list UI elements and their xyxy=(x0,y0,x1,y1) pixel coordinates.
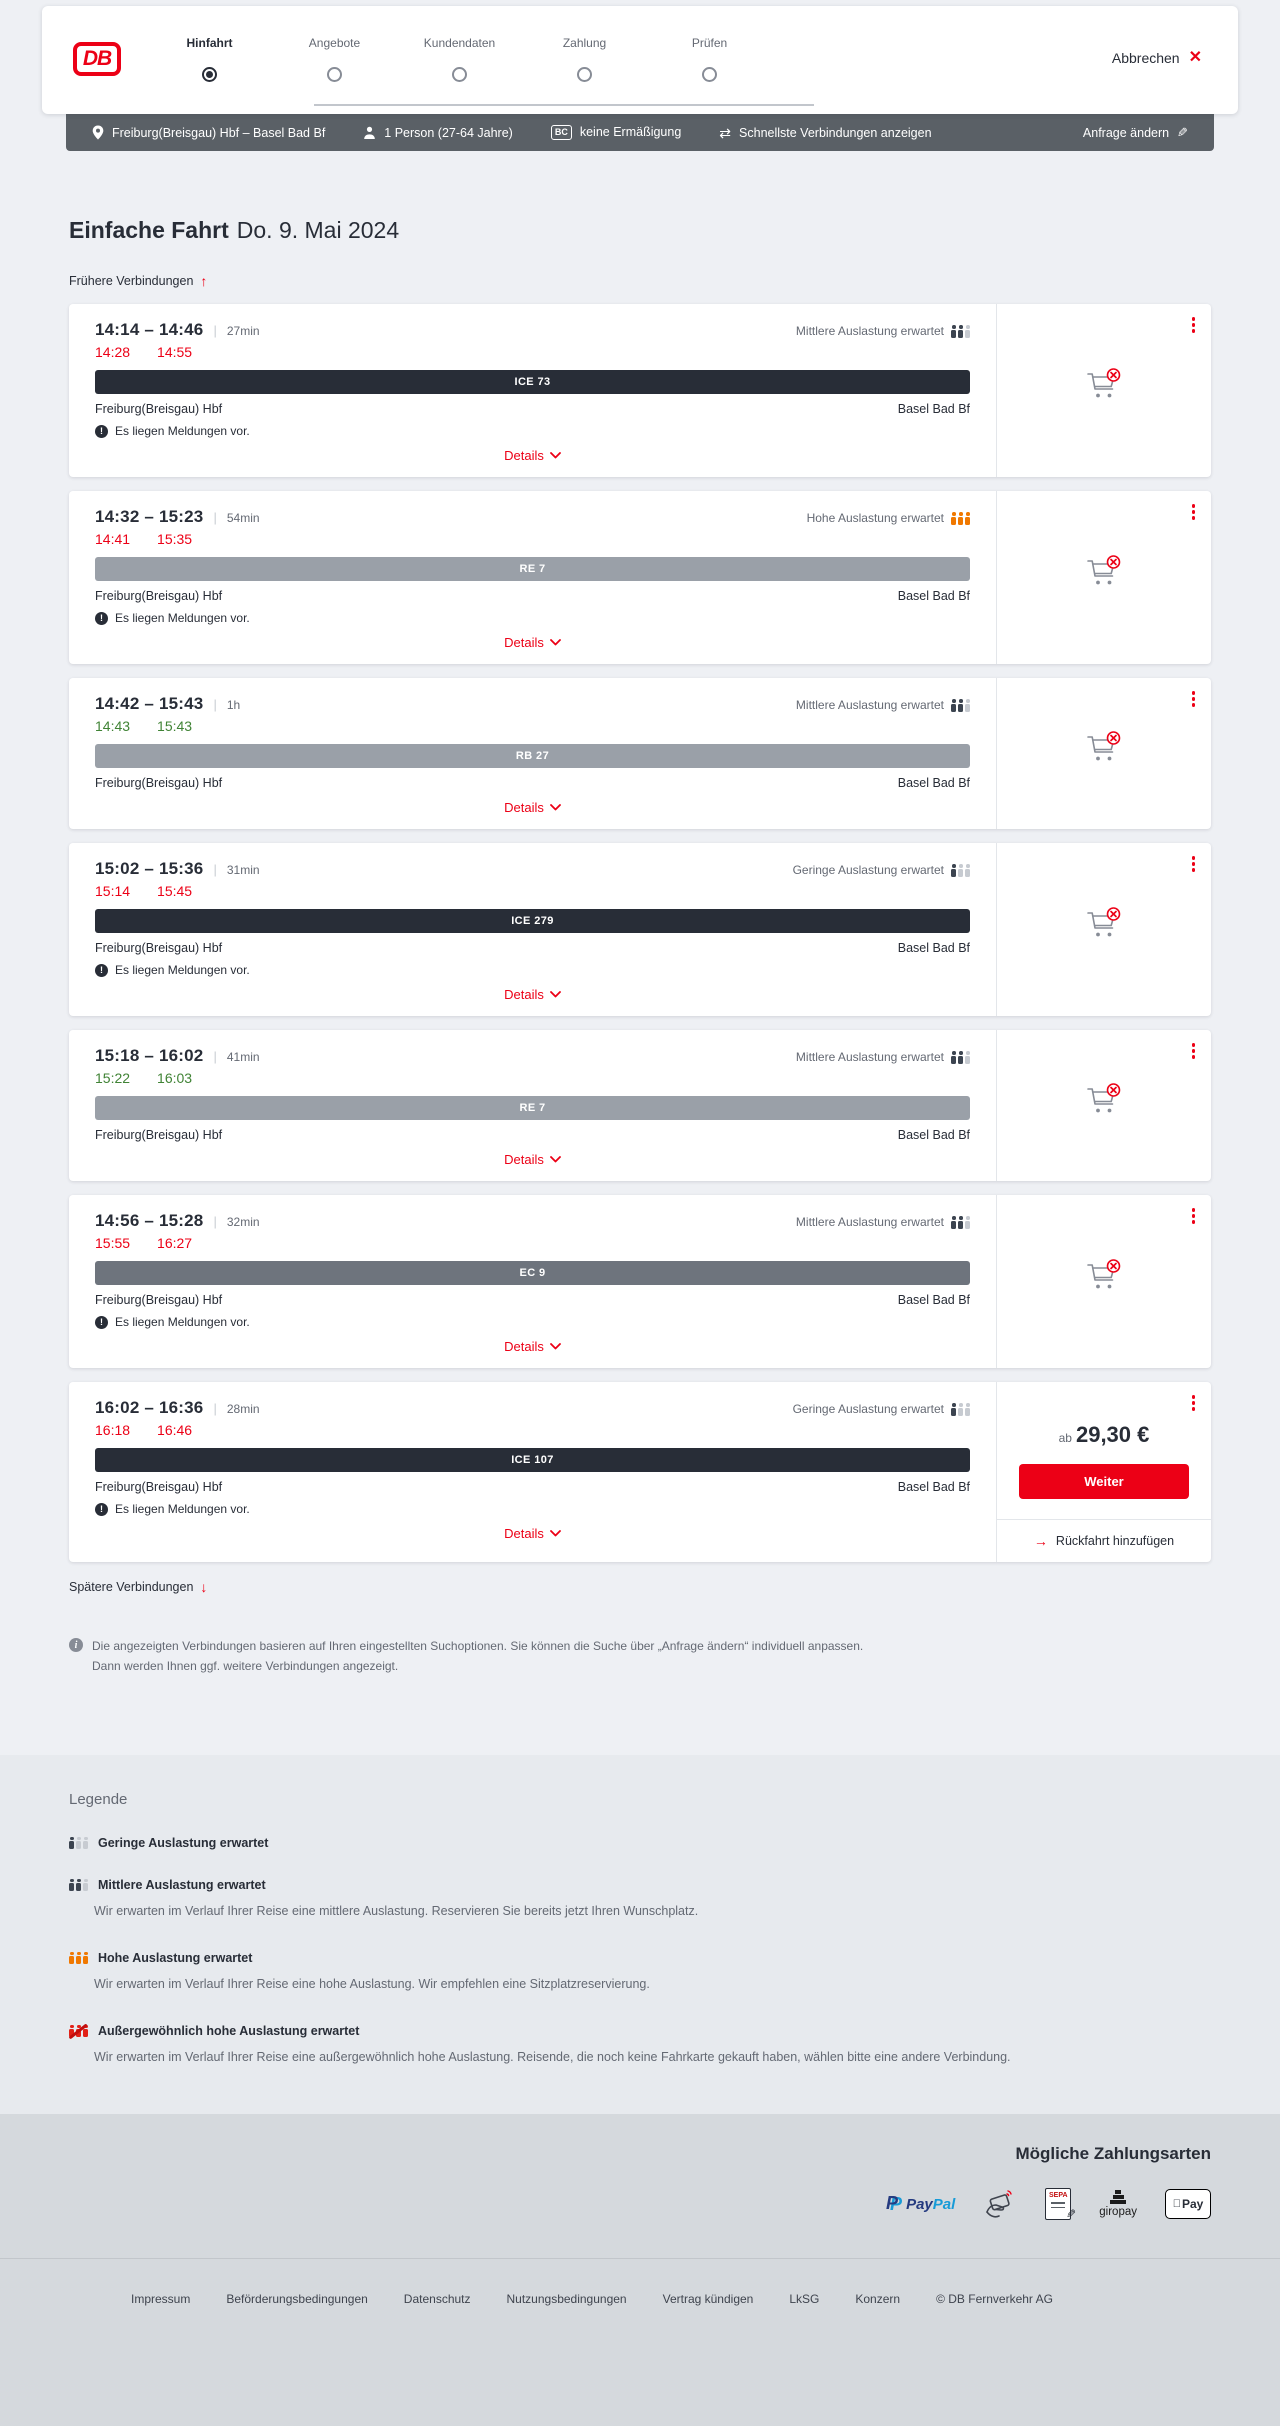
step-dot-icon xyxy=(452,67,467,82)
occupancy-label: Mittlere Auslastung erwartet xyxy=(795,698,944,712)
details-label: Details xyxy=(504,1526,544,1541)
train-badge: EC 9 xyxy=(95,1261,970,1285)
legend-item xyxy=(69,2024,1211,2069)
connection-card xyxy=(69,304,1211,477)
realtime-times xyxy=(95,344,970,360)
divider xyxy=(997,1519,1211,1520)
occupancy-indicator xyxy=(796,324,970,338)
connection-card xyxy=(69,1382,1211,1562)
occupancy-persons-icon xyxy=(69,2024,88,2037)
more-options-button[interactable] xyxy=(1189,501,1199,523)
footer-link[interactable]: Konzern xyxy=(855,2292,901,2307)
realtime-departure: 15:22 xyxy=(95,1070,131,1086)
destination-station: Basel Bad Bf xyxy=(897,1293,970,1307)
more-options-button[interactable] xyxy=(1189,688,1199,710)
messages-note xyxy=(95,1315,970,1329)
step-label: Prüfen xyxy=(691,36,728,50)
connection-card xyxy=(69,491,1211,664)
credit-card-icon xyxy=(983,2188,1017,2220)
swap-arrows-icon: ⇄ xyxy=(719,124,732,141)
step-dot-icon xyxy=(577,67,592,82)
details-toggle[interactable] xyxy=(504,987,561,1002)
realtime-arrival: 15:43 xyxy=(157,718,193,734)
details-label: Details xyxy=(504,1152,544,1167)
chevron-down-icon xyxy=(550,1156,561,1163)
giropay-mark xyxy=(1110,2190,1126,2204)
divider: | xyxy=(213,697,217,712)
details-label: Details xyxy=(504,1339,544,1354)
past-connection-info xyxy=(1024,505,1184,650)
sepa-icon: SEPA ✎ xyxy=(1045,2188,1071,2220)
realtime-times xyxy=(95,718,970,734)
step-label: Kundendaten xyxy=(423,36,496,50)
connection-details xyxy=(69,304,996,477)
occupancy-label: Mittlere Auslastung erwartet xyxy=(795,324,944,338)
occupancy-persons-icon xyxy=(951,512,970,525)
occupancy-persons-icon xyxy=(951,864,970,877)
add-return-trip-label: Rückfahrt hinzufügen xyxy=(1055,1534,1175,1548)
info-icon: i xyxy=(69,1638,83,1652)
realtime-arrival: 16:03 xyxy=(157,1070,193,1086)
booking-panel xyxy=(996,843,1211,1016)
realtime-arrival: 14:55 xyxy=(157,344,193,360)
chevron-down-icon xyxy=(550,1530,561,1537)
more-options-button[interactable] xyxy=(1189,314,1199,336)
cancel-button[interactable] xyxy=(1112,50,1202,66)
messages-note xyxy=(95,611,970,625)
occupancy-label: Geringe Auslastung erwartet xyxy=(792,863,944,877)
past-connection-info xyxy=(1024,1044,1184,1167)
sepa-pencil-icon: ✎ xyxy=(1066,2207,1077,2222)
connection-details xyxy=(69,491,996,664)
results-main xyxy=(69,151,1211,1755)
messages-text: Es liegen Meldungen vor. xyxy=(115,1315,250,1329)
alert-icon: ! xyxy=(95,425,108,438)
earlier-connections-label: Frühere Verbindungen xyxy=(69,274,194,288)
more-options-button[interactable] xyxy=(1189,853,1199,875)
connection-card xyxy=(69,1030,1211,1181)
messages-note xyxy=(95,1502,970,1516)
travel-date: Do. 9. Mai 2024 xyxy=(236,217,400,243)
past-connection-info xyxy=(1024,318,1184,463)
occupancy-persons-icon xyxy=(951,1216,970,1229)
messages-text: Es liegen Meldungen vor. xyxy=(115,611,250,625)
location-pin-icon xyxy=(92,125,104,140)
chevron-down-icon xyxy=(550,639,561,646)
duration: 32min xyxy=(226,1215,260,1229)
duration: 41min xyxy=(226,1050,260,1064)
payment-title: Mögliche Zahlungsarten xyxy=(1015,2144,1211,2164)
chevron-down-icon xyxy=(550,452,561,459)
planned-times: 14:32 – 15:23 xyxy=(95,507,204,526)
origin-station: Freiburg(Breisgau) Hbf xyxy=(95,402,223,416)
details-toggle[interactable] xyxy=(504,1339,561,1354)
price-value: 29,30 € xyxy=(1075,1422,1150,1447)
step-label: Hinfahrt xyxy=(186,36,233,50)
more-options-button[interactable] xyxy=(1189,1392,1199,1414)
planned-times: 15:18 – 16:02 xyxy=(95,1046,204,1065)
legend-label: Hohe Auslastung erwartet xyxy=(98,1950,253,1965)
top-navigation-bar xyxy=(42,6,1238,114)
edit-search-label: Anfrage ändern xyxy=(1082,125,1170,140)
alert-icon: ! xyxy=(95,612,108,625)
passenger-text: 1 Person (27-64 Jahre) xyxy=(384,125,513,140)
realtime-arrival: 16:46 xyxy=(157,1422,193,1438)
occupancy-indicator xyxy=(793,1402,970,1416)
footer-link[interactable]: Vertrag kündigen xyxy=(662,2292,754,2307)
cart-unavailable-icon xyxy=(1085,906,1123,942)
messages-note xyxy=(95,424,970,438)
divider: | xyxy=(213,323,217,338)
realtime-departure: 16:18 xyxy=(95,1422,131,1438)
planned-times: 15:02 – 15:36 xyxy=(95,859,204,878)
messages-text: Es liegen Meldungen vor. xyxy=(115,1502,250,1516)
connection-details xyxy=(69,678,996,829)
legend-label: Geringe Auslastung erwartet xyxy=(98,1835,269,1850)
realtime-departure: 15:55 xyxy=(95,1235,131,1251)
more-options-button[interactable] xyxy=(1189,1205,1199,1227)
payment-icons xyxy=(69,2188,1211,2220)
trip-type-title: Einfache Fahrt xyxy=(69,217,229,243)
occupancy-indicator xyxy=(796,1215,970,1229)
details-toggle[interactable] xyxy=(504,635,561,650)
footer xyxy=(0,2258,1280,2426)
footer-link[interactable]: Nutzungsbedingungen xyxy=(506,2292,627,2307)
step-dot-icon xyxy=(702,67,717,82)
alert-icon: ! xyxy=(95,1503,108,1516)
destination-station: Basel Bad Bf xyxy=(897,1128,970,1142)
details-toggle[interactable] xyxy=(504,448,561,463)
connection-card xyxy=(69,678,1211,829)
booking-panel xyxy=(996,1382,1211,1562)
connection-card xyxy=(69,843,1211,1016)
planned-times: 14:56 – 15:28 xyxy=(95,1211,204,1230)
booking-panel xyxy=(996,678,1211,829)
realtime-times xyxy=(95,1422,970,1438)
arrow-right-icon: → xyxy=(1033,1533,1048,1549)
later-connections-link[interactable] xyxy=(69,1580,207,1594)
past-connection-info xyxy=(1024,857,1184,1002)
occupancy-persons-icon xyxy=(951,1403,970,1416)
details-label: Details xyxy=(504,800,544,815)
train-badge: RE 7 xyxy=(95,557,970,581)
later-connections-label: Spätere Verbindungen xyxy=(69,1580,194,1594)
fastest-connections-toggle[interactable] xyxy=(719,126,931,140)
details-toggle[interactable] xyxy=(504,1152,561,1167)
earlier-connections-link[interactable] xyxy=(69,274,207,288)
planned-times: 14:42 – 15:43 xyxy=(95,694,204,713)
more-options-button[interactable] xyxy=(1189,1040,1199,1062)
legend-description: Wir erwarten im Verlauf Ihrer Reise eine hohe Auslastung. Wir empfehlen eine Sitzplatzreservierung. xyxy=(94,1976,650,1991)
cart-unavailable-icon xyxy=(1085,367,1123,403)
details-label: Details xyxy=(504,635,544,650)
train-badge: RE 7 xyxy=(95,1096,970,1120)
step-dot-icon xyxy=(202,67,217,82)
realtime-departure: 15:14 xyxy=(95,883,131,899)
add-return-trip-button[interactable] xyxy=(1034,1534,1174,1548)
edit-search-button[interactable] xyxy=(1083,126,1188,140)
details-label: Details xyxy=(504,448,544,463)
realtime-times xyxy=(95,531,970,547)
stepper-step xyxy=(272,36,397,82)
cancel-label: Abbrechen xyxy=(1111,50,1180,66)
route-text: Freiburg(Breisgau) Hbf – Basel Bad Bf xyxy=(112,125,326,140)
apple-pay-icon: Pay xyxy=(1165,2189,1211,2219)
cart-unavailable-icon xyxy=(1085,554,1123,590)
origin-station: Freiburg(Breisgau) Hbf xyxy=(95,1480,223,1494)
realtime-departure: 14:28 xyxy=(95,344,131,360)
legend-label: Außergewöhnlich hohe Auslastung erwartet xyxy=(98,2023,360,2038)
fastest-text: Schnellste Verbindungen anzeigen xyxy=(739,125,932,140)
connection-details xyxy=(69,1030,996,1181)
person-icon xyxy=(363,126,376,140)
copyright-text: © DB Fernverkehr AG xyxy=(936,2292,1053,2307)
connection-list xyxy=(69,304,1211,1562)
occupancy-label: Mittlere Auslastung erwartet xyxy=(795,1050,944,1064)
stepper-step xyxy=(522,36,647,82)
realtime-arrival: 15:45 xyxy=(157,883,193,899)
price-prefix: ab xyxy=(1058,1431,1072,1445)
db-logo[interactable]: DB xyxy=(73,42,121,76)
legend-item xyxy=(69,1878,1211,1923)
footer-links xyxy=(69,2259,1211,2306)
origin-station: Freiburg(Breisgau) Hbf xyxy=(95,1128,223,1142)
divider: | xyxy=(213,1401,217,1416)
step-label: Zahlung xyxy=(562,36,607,50)
destination-station: Basel Bad Bf xyxy=(897,776,970,790)
apple-logo-icon xyxy=(1173,2199,1181,2210)
legend-description: Wir erwarten im Verlauf Ihrer Reise eine außergewöhnlich hohe Auslastung. Reisende, die noch keine Fahrkarte gekauft haben, wählen bitte eine andere Verbindung. xyxy=(94,2049,1011,2064)
arrow-up-icon: ↑ xyxy=(200,273,208,289)
stepper-step xyxy=(147,36,272,82)
occupancy-persons-icon xyxy=(69,1878,88,1891)
duration: 1h xyxy=(226,698,241,712)
alert-icon: ! xyxy=(95,964,108,977)
occupancy-label: Hohe Auslastung erwartet xyxy=(806,511,944,525)
discount-summary xyxy=(551,125,681,140)
paypal-mark: P P xyxy=(890,2194,902,2215)
realtime-arrival: 15:35 xyxy=(157,531,193,547)
train-badge: RB 27 xyxy=(95,744,970,768)
continue-button[interactable]: Weiter xyxy=(1019,1464,1189,1499)
realtime-times xyxy=(95,883,970,899)
cart-unavailable-icon xyxy=(1085,1082,1123,1118)
connection-details xyxy=(69,1195,996,1368)
giropay-icon: giropay xyxy=(1099,2190,1137,2218)
chevron-down-icon xyxy=(550,1343,561,1350)
alert-icon: ! xyxy=(95,1316,108,1329)
messages-text: Es liegen Meldungen vor. xyxy=(115,963,250,977)
page-title xyxy=(69,217,1211,244)
origin-station: Freiburg(Breisgau) Hbf xyxy=(95,776,223,790)
realtime-departure: 14:43 xyxy=(95,718,131,734)
destination-station: Basel Bad Bf xyxy=(897,589,970,603)
cart-unavailable-icon xyxy=(1085,1258,1123,1294)
train-badge: ICE 107 xyxy=(95,1448,970,1472)
realtime-times xyxy=(95,1070,970,1086)
search-options-note xyxy=(69,1636,869,1677)
cart-unavailable-icon xyxy=(1085,730,1123,766)
occupancy-indicator xyxy=(793,863,970,877)
divider: | xyxy=(213,862,217,877)
legend-label: Mittlere Auslastung erwartet xyxy=(98,1877,266,1892)
connection-card xyxy=(69,1195,1211,1368)
duration: 28min xyxy=(226,1402,260,1416)
legend-title: Legende xyxy=(69,1790,128,1808)
realtime-arrival: 16:27 xyxy=(157,1235,193,1251)
arrow-down-icon: ↓ xyxy=(200,1579,208,1595)
step-dot-icon xyxy=(327,67,342,82)
origin-station: Freiburg(Breisgau) Hbf xyxy=(95,1293,223,1307)
route-summary xyxy=(92,125,325,140)
booking-panel xyxy=(996,1030,1211,1181)
messages-note xyxy=(95,963,970,977)
duration: 54min xyxy=(226,511,260,525)
close-icon: ✕ xyxy=(1188,49,1202,66)
footer-link[interactable]: LkSG xyxy=(789,2292,820,2307)
destination-station: Basel Bad Bf xyxy=(897,1480,970,1494)
planned-times: 16:02 – 16:36 xyxy=(95,1398,204,1417)
train-badge: ICE 279 xyxy=(95,909,970,933)
divider: | xyxy=(213,510,217,525)
details-label: Details xyxy=(504,987,544,1002)
discount-text: keine Ermäßigung xyxy=(579,125,682,140)
footer-link[interactable]: Datenschutz xyxy=(403,2292,471,2307)
destination-station: Basel Bad Bf xyxy=(897,941,970,955)
occupancy-persons-icon xyxy=(69,1836,88,1849)
legend-section xyxy=(0,1755,1280,2115)
occupancy-label: Mittlere Auslastung erwartet xyxy=(795,1215,944,1229)
origin-station: Freiburg(Breisgau) Hbf xyxy=(95,941,223,955)
messages-text: Es liegen Meldungen vor. xyxy=(115,424,250,438)
legend-item xyxy=(69,1836,1211,1850)
divider: | xyxy=(213,1214,217,1229)
step-label: Angebote xyxy=(308,36,361,50)
occupancy-persons-icon xyxy=(951,1051,970,1064)
stepper-step xyxy=(647,36,772,82)
footer-link[interactable]: Beförderungsbedingungen xyxy=(226,2292,368,2307)
note-text: Die angezeigten Verbindungen basieren auf Ihren eingestellten Suchoptionen. Sie können die Suche über „Anfrage ändern“ individuell anpassen. Dann werden Ihnen ggf. weitere Verbindungen angezeigt. xyxy=(92,1639,864,1674)
origin-station: Freiburg(Breisgau) Hbf xyxy=(95,589,223,603)
occupancy-persons-icon xyxy=(69,1951,88,1964)
booking-panel xyxy=(996,491,1211,664)
realtime-times xyxy=(95,1235,970,1251)
past-connection-info xyxy=(1024,692,1184,815)
occupancy-indicator xyxy=(807,511,970,525)
connection-details xyxy=(69,1382,996,1562)
occupancy-indicator xyxy=(796,1050,970,1064)
planned-times: 14:14 – 14:46 xyxy=(95,320,204,339)
legend-item xyxy=(69,1951,1211,1996)
search-summary-bar xyxy=(66,114,1214,151)
duration: 31min xyxy=(226,863,260,877)
divider: | xyxy=(213,1049,217,1064)
stepper-line xyxy=(314,104,814,106)
occupancy-indicator xyxy=(796,698,970,712)
occupancy-persons-icon xyxy=(951,699,970,712)
stepper-step xyxy=(397,36,522,82)
footer-link[interactable]: Impressum xyxy=(131,2292,191,2307)
details-toggle[interactable] xyxy=(504,800,561,815)
duration: 27min xyxy=(226,324,260,338)
legend-items xyxy=(69,1836,1211,2069)
passenger-summary xyxy=(363,126,513,140)
booking-panel xyxy=(996,304,1211,477)
destination-station: Basel Bad Bf xyxy=(897,402,970,416)
price-panel xyxy=(1013,1396,1195,1548)
paypal-icon: P P PayPal xyxy=(890,2194,955,2215)
payment-section xyxy=(0,2114,1280,2258)
checkout-stepper xyxy=(147,36,772,82)
details-toggle[interactable] xyxy=(504,1526,561,1541)
booking-panel xyxy=(996,1195,1211,1368)
chevron-down-icon xyxy=(550,804,561,811)
realtime-departure: 14:41 xyxy=(95,531,131,547)
pencil-icon: ✎ xyxy=(1177,125,1188,140)
train-badge: ICE 73 xyxy=(95,370,970,394)
occupancy-label: Geringe Auslastung erwartet xyxy=(792,1402,944,1416)
chevron-down-icon xyxy=(550,991,561,998)
legend-description: Wir erwarten im Verlauf Ihrer Reise eine mittlere Auslastung. Reservieren Sie bereits jetzt Ihren Wunschplatz. xyxy=(94,1903,699,1918)
connection-details xyxy=(69,843,996,1016)
header xyxy=(0,0,1280,151)
past-connection-info xyxy=(1024,1209,1184,1354)
bahncard-icon: BC xyxy=(551,125,572,140)
occupancy-persons-icon xyxy=(951,325,970,338)
